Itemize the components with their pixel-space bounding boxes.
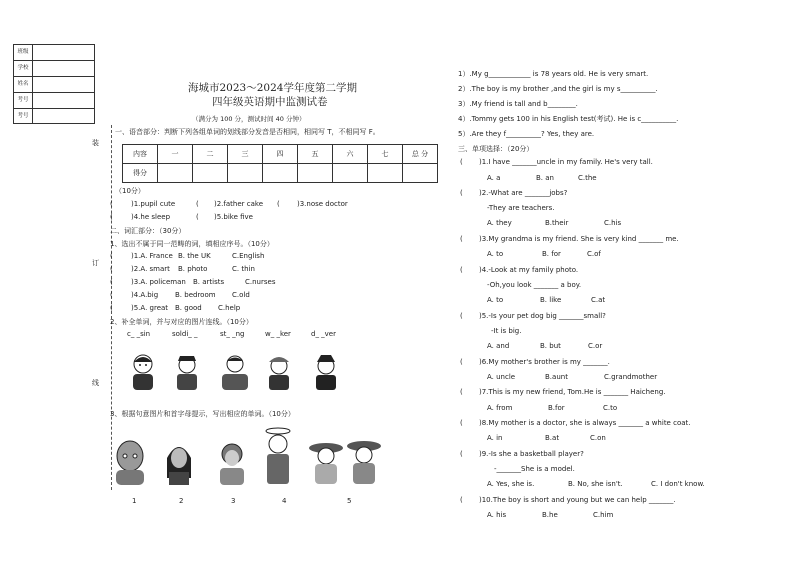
mc-option[interactable]: C.his — [604, 219, 622, 227]
mc-option[interactable]: B. an — [536, 174, 554, 182]
info-row — [14, 93, 94, 109]
cousin-picture — [128, 352, 158, 392]
score-cell[interactable] — [263, 164, 298, 183]
score-cell[interactable] — [298, 164, 333, 183]
student-info-box — [13, 44, 95, 124]
mc-question: )1.I have _______uncle in my family. He's very tall. — [479, 158, 653, 166]
mc-option[interactable]: C. I don't know. — [651, 480, 705, 488]
mc-subline: -They are teachers. — [487, 204, 555, 212]
score-header-cell: 三 — [228, 145, 263, 164]
worker-picture — [264, 352, 294, 392]
mc-subline: -_______She is a model. — [494, 465, 575, 473]
phonics-item-blank[interactable]: ( — [110, 200, 113, 208]
info-row — [14, 61, 94, 77]
mc-blank[interactable]: ( — [460, 358, 463, 366]
mc-option[interactable]: A. in — [487, 434, 503, 442]
mc-option[interactable]: C.grandmother — [604, 373, 658, 381]
mc-option[interactable]: A. his — [487, 511, 507, 519]
mc-option[interactable]: C.him — [593, 511, 614, 519]
tall-boy-picture — [260, 426, 296, 486]
picture-number: 4 — [282, 497, 287, 505]
mc-blank[interactable]: ( — [460, 189, 463, 197]
mc-option[interactable]: A. to — [487, 250, 504, 258]
binding-mark: 线 — [92, 379, 99, 387]
vocab-option-c: C. thin — [232, 265, 255, 273]
vocab-option-b: B. bedroom — [175, 291, 216, 299]
grandpa-picture — [110, 438, 150, 486]
short-woman-picture — [213, 438, 251, 486]
mc-option[interactable]: A. Yes, she is. — [487, 480, 535, 488]
info-label: 考号 — [14, 109, 33, 124]
score-header-cell: 内容 — [123, 145, 158, 164]
vocab-blank[interactable]: ( — [110, 291, 113, 299]
mc-option[interactable]: B.their — [545, 219, 569, 227]
vocab-option-a: )2.A. smart — [131, 265, 170, 273]
fill-item: 2）.The boy is my brother ,and the girl is my s__________. — [458, 85, 658, 93]
fill-item: 4）.Tommy gets 100 in his English test(考试). He is c__________. — [458, 115, 679, 123]
word-to-complete: c_ _sin — [127, 330, 151, 338]
section1-points: （10分） — [115, 187, 145, 195]
mc-option[interactable]: A. and — [487, 342, 510, 350]
score-cell[interactable] — [333, 164, 368, 183]
phonics-item-blank[interactable]: ( — [110, 213, 113, 221]
section2-title: 二、词汇部分：（30分） — [110, 227, 186, 235]
mc-option[interactable]: C.of — [587, 250, 601, 258]
mc-subline: -It is big. — [491, 327, 522, 335]
info-row — [14, 45, 94, 61]
score-cell[interactable] — [368, 164, 403, 183]
mc-option[interactable]: B.aunt — [545, 373, 568, 381]
info-row — [14, 77, 94, 93]
two-women-picture — [306, 436, 386, 486]
phonics-item-blank[interactable]: ( — [196, 200, 199, 208]
phonics-item: )4.he sleep — [131, 213, 171, 221]
mc-option[interactable]: B. but — [540, 342, 561, 350]
score-row-label: 得分 — [123, 164, 158, 183]
binding-mark: 订 — [92, 259, 99, 267]
fill-item: 5）.Are they f__________? Yes, they are. — [458, 130, 595, 138]
vocab-option-c: C.old — [232, 291, 250, 299]
driver-picture — [311, 352, 341, 392]
score-header-cell: 总 分 — [403, 145, 438, 164]
mc-question: )5.-Is your pet dog big _______small? — [479, 312, 606, 320]
score-header-row — [123, 145, 438, 164]
part1-title: 1、选出不属于同一范畴的词，填相应序号。（10分） — [110, 240, 274, 248]
mc-question: )3.My grandma is my friend. She is very kind _______ me. — [479, 235, 679, 243]
mc-option[interactable]: B.he — [542, 511, 558, 519]
fill-item: 1）.My g____________ is 78 years old. He is very smart. — [458, 70, 649, 78]
score-table — [122, 144, 438, 183]
score-header-cell: 五 — [298, 145, 333, 164]
score-header-cell: 七 — [368, 145, 403, 164]
mc-blank[interactable]: ( — [460, 388, 463, 396]
mc-question: )4.-Look at my family photo. — [479, 266, 579, 274]
mc-option[interactable]: B.at — [545, 434, 560, 442]
mc-option[interactable]: B.for — [548, 404, 565, 412]
picture-number: 2 — [179, 497, 184, 505]
mc-option[interactable]: A. uncle — [487, 373, 516, 381]
score-cell[interactable] — [158, 164, 193, 183]
mc-option[interactable]: C.to — [603, 404, 618, 412]
score-header-cell: 一 — [158, 145, 193, 164]
word-to-complete: soldi_ _ — [172, 330, 198, 338]
word-to-complete: st_ _ng — [220, 330, 245, 338]
picture-number: 5 — [347, 497, 352, 505]
phonics-item: )2.father cake — [214, 200, 264, 208]
vocab-blank[interactable]: ( — [110, 252, 113, 260]
mc-option[interactable]: A. they — [487, 219, 512, 227]
info-label: 考号 — [14, 93, 33, 108]
vocab-option-c: C.English — [232, 252, 265, 260]
mc-question: )10.The boy is short and young but we can help _______. — [479, 496, 676, 504]
part2-title: 2、补全单词，并与对应的图片连线。（10分） — [110, 318, 253, 326]
mc-blank[interactable]: ( — [460, 158, 463, 166]
phonics-item: )1.pupil cute — [131, 200, 176, 208]
mc-option[interactable]: A. a — [487, 174, 501, 182]
info-row — [14, 109, 94, 124]
vocab-option-a: )4.A.big — [131, 291, 159, 299]
vocab-option-b: B. photo — [178, 265, 208, 273]
vocab-option-a: )1.A. France — [131, 252, 173, 260]
mc-blank[interactable]: ( — [460, 235, 463, 243]
fill-item: 3）.My friend is tall and b________. — [458, 100, 578, 108]
mc-subline: -Oh,you look _______ a boy. — [487, 281, 582, 289]
phonics-item-blank[interactable]: ( — [277, 200, 280, 208]
mc-question: )7.This is my new friend, Tom.He is _______ Haicheng. — [479, 388, 666, 396]
mc-blank[interactable]: ( — [460, 266, 463, 274]
exam-title: 海城市2023～2024学年度第二学期 — [188, 82, 357, 94]
mc-option[interactable]: A. to — [487, 296, 504, 304]
word-to-complete: d_ _ver — [311, 330, 336, 338]
vocab-blank[interactable]: ( — [110, 265, 113, 273]
phonics-item: )5.bike five — [214, 213, 253, 221]
picture-number: 3 — [231, 497, 236, 505]
score-header-cell: 六 — [333, 145, 368, 164]
score-value-row — [123, 164, 438, 183]
score-cell[interactable] — [193, 164, 228, 183]
mc-option[interactable]: C.or — [588, 342, 603, 350]
mc-option[interactable]: A. from — [487, 404, 513, 412]
mc-option[interactable]: B. No, she isn't. — [568, 480, 623, 488]
info-label: 学校 — [14, 61, 33, 76]
mc-blank[interactable]: ( — [460, 312, 463, 320]
mc-option[interactable]: C.at — [591, 296, 606, 304]
mc-blank[interactable]: ( — [460, 496, 463, 504]
exam-note: （满分为 100 分，测试时间 40 分钟） — [192, 115, 306, 123]
picture-number: 1 — [132, 497, 137, 505]
mc-question: )6.My mother's brother is my _______. — [479, 358, 610, 366]
mc-blank[interactable]: ( — [460, 419, 463, 427]
section3-title: 三、单项选择：（20分） — [458, 145, 534, 153]
mc-question: )9.-Is she a basketball player? — [479, 450, 584, 458]
info-label: 班级 — [14, 45, 33, 60]
binding-mark: 装 — [92, 139, 99, 147]
mc-option[interactable]: B. for — [542, 250, 561, 258]
mc-question: )8.My mother is a doctor, she is always _______ a white coat. — [479, 419, 691, 427]
mc-option[interactable]: C.the — [578, 174, 597, 182]
word-to-complete: w_ _ker — [265, 330, 291, 338]
vocab-option-b: B. artists — [193, 278, 225, 286]
score-cell[interactable] — [228, 164, 263, 183]
phonics-item-blank[interactable]: ( — [196, 213, 199, 221]
vocab-blank[interactable]: ( — [110, 278, 113, 286]
vocab-option-b: B. the UK — [178, 252, 211, 260]
vocab-blank[interactable]: ( — [110, 304, 113, 312]
mc-blank[interactable]: ( — [460, 450, 463, 458]
vocab-option-c: C.help — [218, 304, 241, 312]
mc-option[interactable]: B. like — [540, 296, 562, 304]
score-cell[interactable] — [403, 164, 438, 183]
mc-option[interactable]: C.on — [590, 434, 606, 442]
info-label: 姓名 — [14, 77, 33, 92]
exam-subtitle: 四年级英语期中监测试卷 — [212, 96, 328, 108]
vocab-option-b: B. good — [175, 304, 202, 312]
girl-picture — [160, 438, 198, 486]
vocab-option-a: )3.A. policeman — [131, 278, 186, 286]
section1-title: 一、语音部分：判断下列各组单词的划线部分发音是否相同，相同写 T，不相同写 F。 — [115, 128, 380, 136]
strong-man-picture — [220, 352, 250, 392]
phonics-item: )3.nose doctor — [297, 200, 348, 208]
score-header-cell: 四 — [263, 145, 298, 164]
mc-question: )2.-What are _______jobs? — [479, 189, 568, 197]
score-header-cell: 二 — [193, 145, 228, 164]
vocab-option-c: C.nurses — [245, 278, 276, 286]
part3-title: 3、根据句意图片和首字母提示，写出相应的单词。（10分） — [110, 410, 295, 418]
soldier-picture — [172, 352, 202, 392]
vocab-option-a: )5.A. great — [131, 304, 169, 312]
